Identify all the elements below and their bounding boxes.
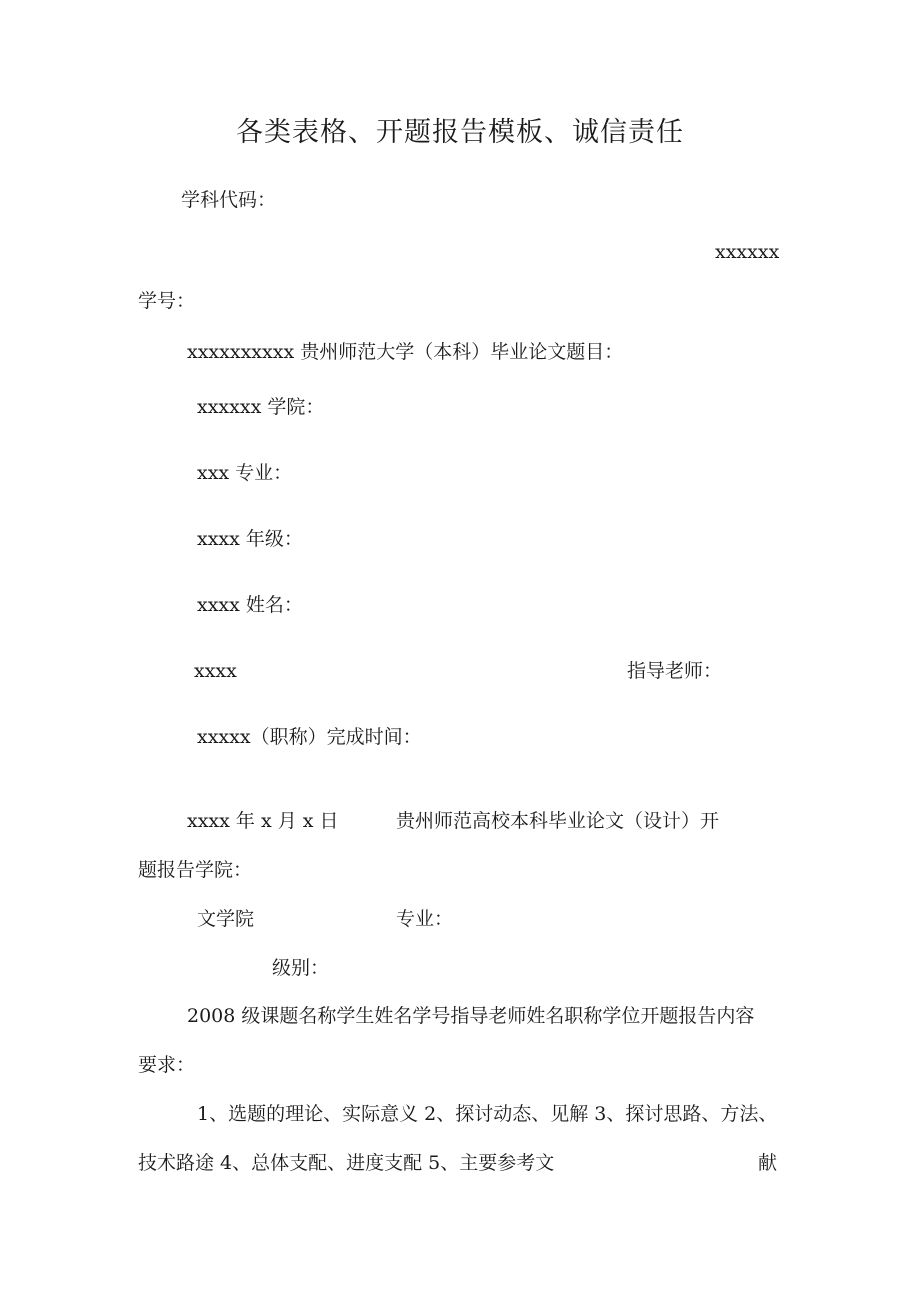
- report-heading-part1: 贵州师范高校本科毕业论文（设计）开: [396, 810, 720, 832]
- table-header-line2: 要求：: [138, 1054, 196, 1076]
- college-label: xxxxxx 学院：: [197, 396, 325, 418]
- advisor-value: xxxx: [194, 660, 237, 682]
- date-line: xxxx 年 x 月 x 日: [187, 810, 339, 832]
- grade-label: xxxx 年级：: [197, 528, 303, 550]
- requirements-line1: 1、选题的理论、实际意义 2、探讨动态、见解 3、探讨思路、方法、: [197, 1103, 778, 1125]
- advisor-label: 指导老师：: [627, 660, 723, 682]
- level-label: 级别：: [272, 957, 330, 979]
- school-value: 文学院: [197, 908, 255, 930]
- requirements-line2: 技术路途 4、总体支配、进度支配 5、主要参考文: [138, 1152, 555, 1174]
- completion-time-label: xxxxx（职称）完成时间：: [197, 726, 422, 748]
- table-header-line1: 2008 级课题名称学生姓名学号指导老师姓名职称学位开题报告内容: [187, 1005, 755, 1027]
- thesis-title-label: xxxxxxxxxx 贵州师范大学（本科）毕业论文题目：: [187, 341, 624, 363]
- subject-code-label: 学科代码：: [181, 189, 277, 211]
- document-title: 各类表格、开题报告模板、诚信责任: [236, 117, 684, 148]
- major-field-label: 专业：: [396, 908, 454, 930]
- subject-code-value: xxxxxx: [715, 241, 780, 263]
- major-label: xxx 专业：: [197, 462, 293, 484]
- student-number-label: 学号：: [138, 290, 196, 312]
- requirements-line2-end: 献: [758, 1152, 778, 1174]
- name-label: xxxx 姓名：: [197, 594, 303, 616]
- report-heading-part2: 题报告学院：: [138, 859, 253, 881]
